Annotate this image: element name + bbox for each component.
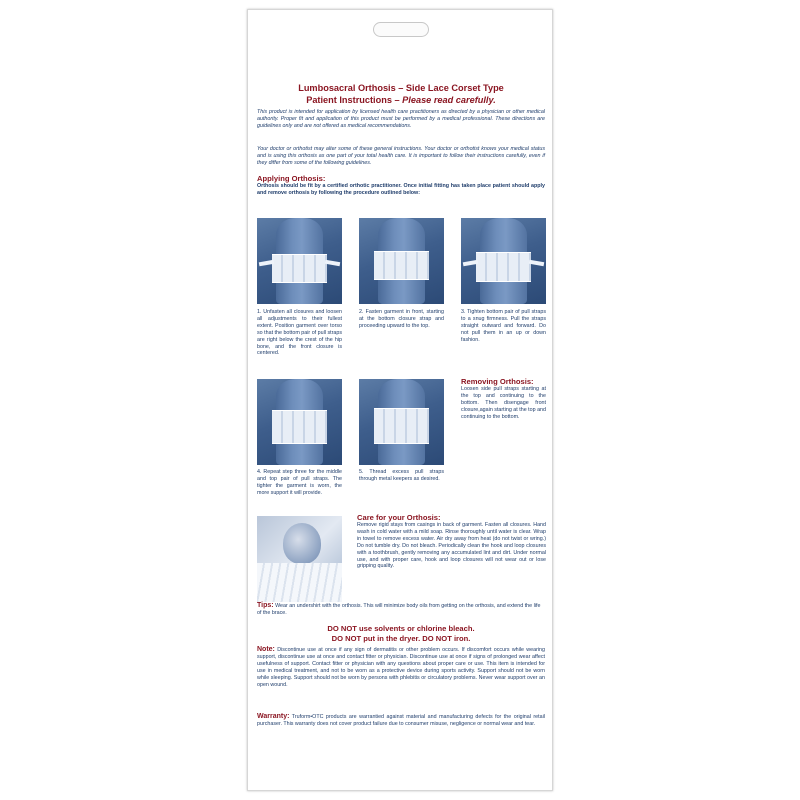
right-strap-shape	[529, 260, 545, 267]
step-1-caption: 1. Unfasten all closures and loosen all adjustments to their fullest extent. Position garment over torso so that the bottom pair of pull straps are right below the crest of the hip bone, and the front closure is centered.	[257, 309, 342, 357]
warranty-text: Truform•OTC products are warrantied against material and manufacturing defects for the original retail purchaser. This warranty does not cover product failure due to consumer misuse, negligence or normal wear and tear.	[257, 714, 545, 727]
brace-shape	[374, 251, 428, 280]
step-4-photo	[257, 379, 342, 465]
step-3-photo	[461, 218, 546, 304]
tips-text: Wear an undershirt with the orthosis. This will minimize body oils from getting on the orthosis, and extend the life of the brace.	[257, 603, 541, 616]
step-4-caption: 4. Repeat step three for the middle and top pair of pull straps. The tighter the garment is worn, the more support it will provide.	[257, 469, 342, 496]
warning-line-2: DO NOT put in the dryer. DO NOT iron.	[331, 634, 471, 643]
note-section	[257, 647, 545, 688]
brace-shape	[272, 410, 326, 444]
fabric-shape	[257, 563, 342, 602]
step-2-caption: 2. Fasten garment in front, starting at the bottom closure strap and proceeding upward to the top.	[359, 309, 444, 329]
applying-text: Orthosis should be fit by a certified orthotic practitioner. Once initial fitting has taken place patient should apply and remove orthosis by following the procedure outlined below:	[257, 183, 545, 196]
brace-shape	[374, 408, 428, 444]
step-1-photo	[257, 218, 342, 304]
brace-shape	[476, 252, 530, 281]
tips-heading: Tips:	[257, 602, 274, 609]
page-title: Lumbosacral Orthosis – Side Lace Corset Type	[298, 83, 504, 93]
step-5-photo	[359, 379, 444, 465]
removing-heading: Removing Orthosis:	[461, 377, 534, 386]
note-text: Discontinue use at once if any sign of dermatitis or other problem occurs. If discomfort occurs while wearing support, discontinue use at once and contact fitter or physician. Discontinue use at once if signs of prolonged wear affect usefulness of support. Contact fitter or physician with any questions about proper care or use. This item is intended for use in medical treatment, and not to be worn as a protective device during sports activity. Support should not be worn while sleeping. Support should not be worn by persons with phlebitis or circulatory problems. Never wear support over an open wound.	[257, 647, 545, 688]
hand-shape	[283, 523, 321, 564]
right-strap-shape	[325, 260, 341, 267]
subtitle-text: Patient Instructions –	[306, 95, 403, 105]
applying-heading: Applying Orthosis:	[257, 174, 326, 183]
brace-shape	[272, 254, 326, 283]
removing-text: Loosen side pull straps starting at the top and continuing to the bottom. Then disengage front closure,again starting at the top and continuing to the bottom.	[461, 386, 546, 420]
intro-paragraph-2: Your doctor or orthotist may alter some of these general instructions. Your doctor or orthotist knows your medical status and is using this orthosis as one part of your total health care. It is important to follow their instructions carefully, even if they differ from some of the following guidelines.	[257, 146, 545, 166]
subtitle-emphasis: Please read carefully.	[402, 95, 496, 105]
title-block	[256, 82, 546, 106]
warranty-section	[257, 714, 545, 728]
step-2-photo	[359, 218, 444, 304]
care-photo	[257, 516, 342, 602]
intro-paragraph-1: This product is intended for application by licensed health care practitioners as directed by a physician or other medical authority. Proper fit and application of this product must be performed by a medical professional. These directions are guidelines only and are not offered as medical recommendations.	[257, 109, 545, 129]
note-heading: Note:	[257, 646, 275, 653]
tips-section	[257, 603, 545, 617]
care-heading: Care for your Orthosis:	[357, 513, 441, 522]
care-text: Remove rigid stays from casings in back of garment. Fasten all closures. Hand wash in cold water with a mild soap. Rinse thoroughly until water is clear. Wrap in towel to remove excess water. Air dry away from heat (do not twist or wring.) Do not tumble dry. Do not bleach. Periodically clean the hook and loop closures with a toothbrush, gently removing any accumulated lint and dirt. Under normal use, and with proper care, hook and loop closures will not wear out or lose gripping quality.	[357, 522, 546, 570]
step-5-caption: 5. Thread excess pull straps through metal keepers as desired.	[359, 469, 444, 482]
step-3-caption: 3. Tighten bottom pair of pull straps to a snug firmness. Pull the straps straight outward and forward. Do not pull them in an up or down fashion.	[461, 309, 546, 343]
instruction-card	[247, 9, 553, 791]
hang-hole	[373, 22, 429, 37]
warning-line-1: DO NOT use solvents or chlorine bleach.	[327, 624, 475, 633]
warranty-heading: Warranty:	[257, 713, 290, 720]
page-subtitle	[256, 94, 546, 106]
